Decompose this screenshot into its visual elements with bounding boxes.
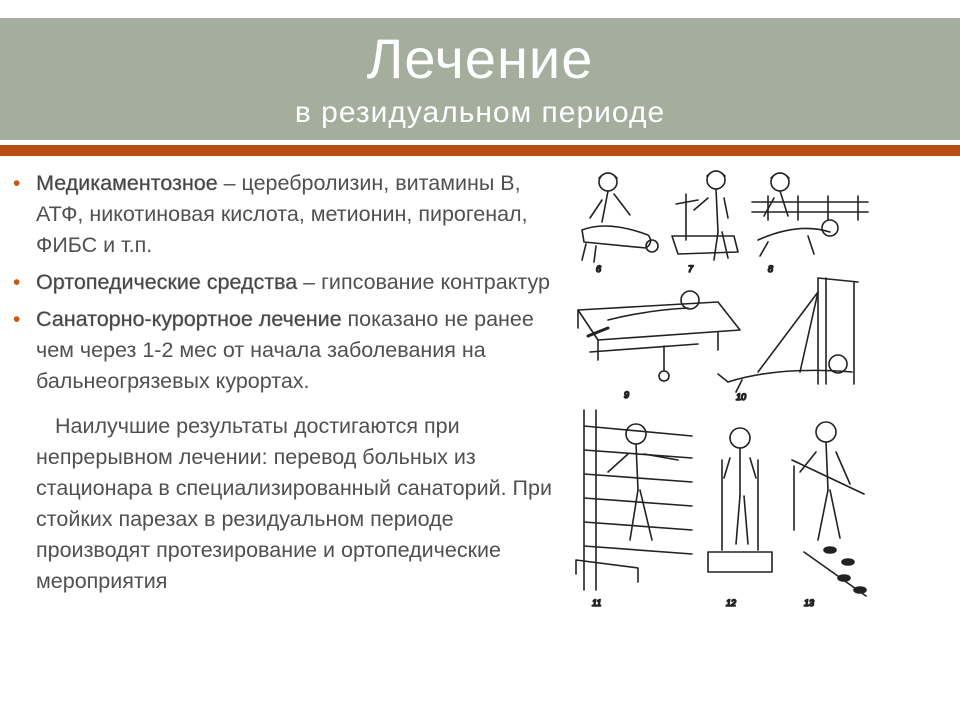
figure-label: 11 [592,598,602,608]
illustration-standing-frame [708,428,772,572]
illustration-massage [582,173,658,262]
summary-paragraph: Наилучшие результаты достигаются при непрерывном лечении: перевод больных из стационара в специализированный санаторий. При стойких парезах в резидуальном периоде производят протезирование и ортопедические мероприятия [36,414,552,593]
bullet-dot-icon: • [13,308,21,331]
text-body [13,168,558,597]
illustration-crawling [752,173,868,256]
bullet-term: Ортопедические средства [36,270,298,294]
figure-label: 9 [624,390,630,400]
bullet-text: показано не ранее чем через 1-2 мес от начала заболевания на бальнеогрязевых курортах. [36,307,534,393]
illustration-walking-rail [792,422,866,596]
figure-label: 6 [596,264,602,274]
bullet-dot-icon: • [13,271,21,294]
illustration-passive-exercise [672,171,738,260]
bullet-sanatorium [13,304,558,397]
slide-title: Лечение [366,27,594,90]
bullet-dot-icon: • [13,172,21,195]
treatment-illustrations [568,160,872,620]
illustration-traction-table [578,291,740,381]
figure-label: 8 [768,264,774,274]
accent-divider [0,145,960,156]
figure-label: 7 [688,264,694,274]
figure-label: 10 [736,392,747,402]
slide-subtitle: в резидуальном периоде [294,96,666,129]
bullet-medication [13,168,558,261]
illustration-wall-bars [576,410,692,590]
bullet-text: – гипсование контрактур [297,270,550,294]
bullet-term: Санаторно-курортное лечение [36,307,342,331]
figure-label: 13 [804,598,815,608]
bullet-orthopedic [13,267,558,298]
bullet-text: – церебролизин, витамины В, АТФ, никотиновая кислота, метионин, пирогенал, ФИБС и т.п. [36,171,528,257]
bullet-term: Медикаментозное [36,171,218,195]
figure-label: 12 [726,598,737,608]
illustration-wall-rope [718,278,858,392]
